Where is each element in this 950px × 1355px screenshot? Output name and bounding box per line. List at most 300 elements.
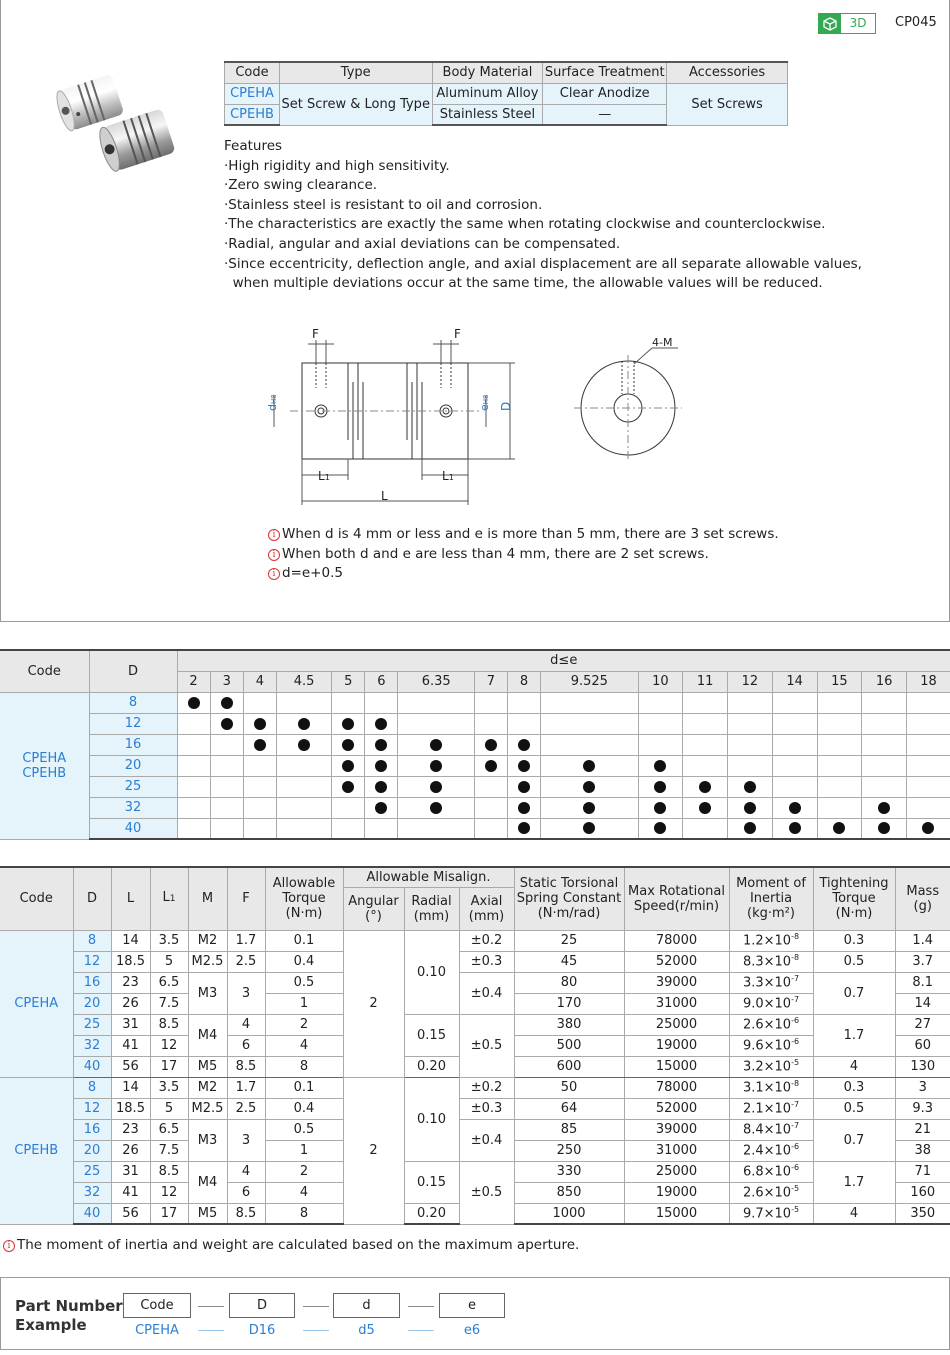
spec-axial: ±0.2 [459, 1077, 514, 1098]
compat-d-value[interactable]: 12 [89, 713, 177, 734]
compat-cell [772, 797, 817, 818]
compat-col-header: 6.35 [398, 671, 474, 692]
spec-speed: 52000 [624, 951, 729, 972]
note-item: i d=e+0.5 [268, 564, 779, 584]
available-dot-icon [375, 739, 387, 751]
compat-col-header: 5 [332, 671, 365, 692]
spec-speed: 39000 [624, 972, 729, 993]
compat-row [0, 755, 950, 776]
part-number-label: Part Number Example [15, 1297, 123, 1334]
spec-spring: 600 [514, 1056, 624, 1077]
compat-col-header: 4 [243, 671, 276, 692]
compat-cell [817, 797, 862, 818]
spec-torque: 8 [265, 1203, 343, 1224]
spec-speed: 19000 [624, 1182, 729, 1203]
compat-cell [365, 818, 398, 839]
compat-cell [210, 713, 243, 734]
available-dot-icon [878, 802, 890, 814]
pn-value-d: D16 [248, 1323, 276, 1338]
group-code[interactable]: CPEHB [0, 1077, 73, 1224]
spec-treatment-b: — [543, 104, 667, 125]
spec-d[interactable]: 32 [73, 1035, 111, 1056]
compat-cell [817, 692, 862, 713]
compat-cell [817, 818, 862, 839]
specifications-table [0, 866, 950, 1225]
spec-d[interactable]: 8 [73, 1077, 111, 1098]
compat-cell [177, 776, 210, 797]
spec-accessories: Set Screws [667, 83, 788, 125]
compat-cell [817, 755, 862, 776]
spec-mass: 130 [895, 1056, 950, 1077]
available-dot-icon [298, 718, 310, 730]
spec-torque: 1 [265, 1140, 343, 1161]
available-dot-icon [583, 760, 595, 772]
spec-l1: 5 [150, 1098, 188, 1119]
compat-cell [332, 776, 365, 797]
spec-mass: 1.4 [895, 930, 950, 951]
available-dot-icon [922, 822, 934, 834]
cube-icon [819, 14, 841, 33]
spec-material-a: Aluminum Alloy [432, 83, 543, 104]
compat-cell [772, 713, 817, 734]
spec-m: M2.5 [188, 951, 227, 972]
spec-d[interactable]: 8 [73, 930, 111, 951]
spec-d[interactable]: 16 [73, 972, 111, 993]
spec-code-a[interactable]: CPEHA [225, 83, 280, 104]
spec-header-material: Body Material [432, 62, 543, 83]
spec-d[interactable]: 20 [73, 1140, 111, 1161]
main-header-l: L [111, 867, 150, 930]
compat-row [0, 776, 950, 797]
compat-d-value[interactable]: 8 [89, 692, 177, 713]
technical-drawing [260, 320, 700, 515]
feature-item: ·High rigidity and high sensitivity. [224, 157, 450, 174]
compat-cell [332, 713, 365, 734]
spec-l1: 17 [150, 1056, 188, 1077]
spec-l: 26 [111, 1140, 150, 1161]
compat-d-value[interactable]: 32 [89, 797, 177, 818]
available-dot-icon [789, 822, 801, 834]
compat-cell [243, 797, 276, 818]
compat-col-header: 12 [728, 671, 773, 692]
spec-torque: 0.4 [265, 951, 343, 972]
spec-d[interactable]: 16 [73, 1119, 111, 1140]
spec-inertia: $2.6\times 10^{-6}$ [729, 1014, 813, 1035]
compat-cell [906, 692, 950, 713]
available-dot-icon [375, 802, 387, 814]
compat-cell [243, 818, 276, 839]
spec-inertia: $9.7\times 10^{-5}$ [729, 1203, 813, 1224]
available-dot-icon [430, 781, 442, 793]
spec-f: 6 [227, 1182, 265, 1203]
compat-col-header: 16 [862, 671, 907, 692]
available-dot-icon [375, 760, 387, 772]
spec-spring: 250 [514, 1140, 624, 1161]
pn-field-d-bore[interactable]: d [333, 1293, 400, 1318]
spec-f: 1.7 [227, 930, 265, 951]
main-header-f: F [227, 867, 265, 930]
note-item: i When d is 4 mm or less and e is more than 5 mm, there are 3 set screws. [268, 525, 779, 545]
available-dot-icon [221, 697, 233, 709]
compat-cell [541, 818, 638, 839]
spec-radial: 0.20 [404, 1056, 459, 1077]
spec-l: 18.5 [111, 1098, 150, 1119]
compat-cell [772, 734, 817, 755]
spec-torque: 8 [265, 1056, 343, 1077]
compat-cell [507, 734, 540, 755]
spec-header-accessories: Accessories [667, 62, 788, 83]
spec-mass: 71 [895, 1161, 950, 1182]
spec-header-type: Type [279, 62, 432, 83]
spec-speed: 78000 [624, 1077, 729, 1098]
spec-tightening: 0.3 [813, 930, 895, 951]
spec-l1: 6.5 [150, 972, 188, 993]
compat-cell [177, 755, 210, 776]
spec-l: 56 [111, 1056, 150, 1077]
compat-cell [906, 818, 950, 839]
product-photo [50, 70, 180, 175]
compat-cell [862, 818, 907, 839]
compat-cell [398, 797, 474, 818]
spec-l1: 3.5 [150, 930, 188, 951]
compat-cell [243, 734, 276, 755]
compat-header-d: D [89, 650, 177, 692]
spec-speed: 52000 [624, 1098, 729, 1119]
spec-axial: ±0.3 [459, 1098, 514, 1119]
feature-item: ·Radial, angular and axial deviations can be compensated. [224, 235, 621, 252]
compat-cell [276, 818, 331, 839]
spec-radial: 0.10 [404, 930, 459, 1014]
main-header-d: D [73, 867, 111, 930]
compat-cell [243, 692, 276, 713]
spec-tightening: 0.5 [813, 951, 895, 972]
spec-axial: ±0.5 [459, 1161, 514, 1224]
compat-cell [398, 713, 474, 734]
compat-d-value[interactable]: 40 [89, 818, 177, 839]
compat-cell [541, 776, 638, 797]
available-dot-icon [833, 822, 845, 834]
feature-item: ·The characteristics are exactly the same when rotating clockwise and counterclockwise. [224, 216, 826, 233]
available-dot-icon [654, 802, 666, 814]
available-dot-icon [583, 822, 595, 834]
compat-cell [398, 776, 474, 797]
spec-row [0, 972, 950, 993]
spec-tightening: 1.7 [813, 1014, 895, 1056]
spec-spring: 80 [514, 972, 624, 993]
spec-d[interactable]: 32 [73, 1182, 111, 1203]
compat-cell [683, 818, 728, 839]
spec-m: M2.5 [188, 1098, 227, 1119]
spec-torque: 4 [265, 1182, 343, 1203]
available-dot-icon [342, 718, 354, 730]
compat-header-de: d≤e [177, 650, 950, 671]
compat-cell [638, 755, 683, 776]
spec-f: 4 [227, 1161, 265, 1182]
spec-m: M2 [188, 930, 227, 951]
spec-d[interactable]: 20 [73, 993, 111, 1014]
compat-row [0, 797, 950, 818]
main-header-radial: Radial (mm) [404, 887, 459, 930]
spec-torque: 0.4 [265, 1098, 343, 1119]
compat-cell [365, 734, 398, 755]
compat-col-header: 14 [772, 671, 817, 692]
inertia-note: i The moment of inertia and weight are calculated based on the maximum aperture. [3, 1237, 579, 1253]
spec-mass: 21 [895, 1119, 950, 1140]
spec-d[interactable]: 40 [73, 1056, 111, 1077]
spec-mass: 160 [895, 1182, 950, 1203]
compat-cell [365, 713, 398, 734]
available-dot-icon [583, 802, 595, 814]
spec-l1: 5 [150, 951, 188, 972]
compat-cell [243, 713, 276, 734]
pn-field-code[interactable]: Code [123, 1293, 191, 1318]
spec-d[interactable]: 25 [73, 1014, 111, 1035]
available-dot-icon [221, 718, 233, 730]
spec-table [224, 61, 788, 126]
spec-l1: 6.5 [150, 1119, 188, 1140]
available-dot-icon [699, 781, 711, 793]
spec-l1: 8.5 [150, 1014, 188, 1035]
spec-l: 26 [111, 993, 150, 1014]
available-dot-icon [654, 760, 666, 772]
spec-radial: 0.10 [404, 1077, 459, 1161]
available-dot-icon [342, 739, 354, 751]
spec-mass: 3.7 [895, 951, 950, 972]
spec-torque: 1 [265, 993, 343, 1014]
spec-spring: 500 [514, 1035, 624, 1056]
compat-cell [398, 692, 474, 713]
dim-d-bore: dH8 [266, 394, 279, 411]
spec-d[interactable]: 25 [73, 1161, 111, 1182]
spec-radial: 0.20 [404, 1203, 459, 1224]
spec-speed: 31000 [624, 993, 729, 1014]
spec-spring: 170 [514, 993, 624, 1014]
spec-header-treatment: Surface Treatment [543, 62, 667, 83]
spec-row [0, 1077, 950, 1098]
compat-d-value[interactable]: 16 [89, 734, 177, 755]
pn-field-e[interactable]: e [439, 1293, 505, 1318]
spec-code-b[interactable]: CPEHB [225, 104, 280, 125]
compat-d-value[interactable]: 25 [89, 776, 177, 797]
available-dot-icon [583, 781, 595, 793]
note-item: i When both d and e are less than 4 mm, there are 2 set screws. [268, 545, 779, 565]
compat-cell [862, 713, 907, 734]
available-dot-icon [518, 760, 530, 772]
compat-cell [332, 734, 365, 755]
spec-l: 41 [111, 1182, 150, 1203]
main-header-torque: Allowable Torque (N·m) [265, 867, 343, 930]
spec-axial: ±0.2 [459, 930, 514, 951]
spec-inertia: $8.3\times 10^{-8}$ [729, 951, 813, 972]
compat-cell [210, 818, 243, 839]
spec-axial: ±0.4 [459, 972, 514, 1014]
spec-tightening: 0.7 [813, 972, 895, 1014]
spec-tightening: 4 [813, 1203, 895, 1224]
feature-item: when multiple deviations occur at the same time, the allowable values will be reduced. [224, 275, 823, 292]
available-dot-icon [744, 781, 756, 793]
spec-inertia: $2.4\times 10^{-6}$ [729, 1140, 813, 1161]
compat-cell [365, 755, 398, 776]
compat-row [0, 734, 950, 755]
spec-treatment-a: Clear Anodize [543, 83, 667, 104]
available-dot-icon [654, 781, 666, 793]
available-dot-icon [254, 718, 266, 730]
spec-inertia: $2.6\times 10^{-5}$ [729, 1182, 813, 1203]
spec-l: 23 [111, 972, 150, 993]
spec-inertia: $2.1\times 10^{-7}$ [729, 1098, 813, 1119]
bore-compatibility-table [0, 649, 950, 840]
spec-d[interactable]: 12 [73, 951, 111, 972]
3d-label: 3D [849, 16, 867, 30]
available-dot-icon [375, 781, 387, 793]
compat-col-header: 3 [210, 671, 243, 692]
3d-model-button[interactable] [818, 13, 876, 34]
spec-inertia: $9.0\times 10^{-7}$ [729, 993, 813, 1014]
spec-row [0, 1014, 950, 1035]
compat-cell [906, 734, 950, 755]
spec-inertia: $3.2\times 10^{-5}$ [729, 1056, 813, 1077]
compat-cell [210, 797, 243, 818]
compat-cell [906, 713, 950, 734]
spec-torque: 2 [265, 1161, 343, 1182]
main-header-spring: Static Torsional Spring Constant (N·m/rad) [514, 867, 624, 930]
spec-f: 3 [227, 1119, 265, 1161]
compat-code[interactable]: CPEHB [22, 765, 67, 781]
compat-cell [210, 734, 243, 755]
compat-cell [276, 776, 331, 797]
spec-l: 23 [111, 1119, 150, 1140]
spec-spring: 380 [514, 1014, 624, 1035]
spec-f: 1.7 [227, 1077, 265, 1098]
spec-torque: 0.1 [265, 930, 343, 951]
spec-l: 18.5 [111, 951, 150, 972]
compat-cell [638, 692, 683, 713]
spec-axial: ±0.5 [459, 1014, 514, 1077]
pn-field-d[interactable]: D [229, 1293, 295, 1318]
group-code[interactable]: CPEHA [0, 930, 73, 1077]
compat-col-header: 15 [817, 671, 862, 692]
compat-cell [683, 692, 728, 713]
feature-item: ·Zero swing clearance. [224, 177, 378, 194]
compat-cell [507, 692, 540, 713]
compat-cell [683, 713, 728, 734]
spec-mass: 3 [895, 1077, 950, 1098]
spec-torque: 0.5 [265, 1119, 343, 1140]
spec-tightening: 1.7 [813, 1161, 895, 1203]
compat-cell [862, 776, 907, 797]
spec-speed: 31000 [624, 1140, 729, 1161]
compat-cell [728, 818, 773, 839]
compat-cell [906, 776, 950, 797]
spec-torque: 0.1 [265, 1077, 343, 1098]
spec-axial: ±0.3 [459, 951, 514, 972]
compat-col-header: 11 [683, 671, 728, 692]
available-dot-icon [298, 739, 310, 751]
compat-col-header: 2 [177, 671, 210, 692]
compat-code[interactable]: CPEHA [22, 750, 67, 766]
compat-cell [638, 776, 683, 797]
available-dot-icon [518, 822, 530, 834]
spec-l: 31 [111, 1161, 150, 1182]
dim-d-outer: D [499, 401, 513, 411]
compat-cell [332, 818, 365, 839]
dim-l1-right: L1 [442, 469, 454, 483]
compat-cell [817, 713, 862, 734]
spec-angular: 2 [343, 930, 404, 1077]
spec-mass: 9.3 [895, 1098, 950, 1119]
spec-tightening: 4 [813, 1056, 895, 1077]
info-icon: i [268, 529, 280, 541]
compat-cell [507, 713, 540, 734]
spec-m: M5 [188, 1056, 227, 1077]
available-dot-icon [744, 822, 756, 834]
pn-separator [303, 1330, 329, 1331]
spec-l: 31 [111, 1014, 150, 1035]
spec-tightening: 0.5 [813, 1098, 895, 1119]
compat-cell [638, 818, 683, 839]
available-dot-icon [430, 802, 442, 814]
spec-material-b: Stainless Steel [432, 104, 543, 125]
spec-d[interactable]: 40 [73, 1203, 111, 1224]
compat-cell [398, 755, 474, 776]
available-dot-icon [342, 760, 354, 772]
compat-cell [474, 776, 507, 797]
compat-cell [332, 797, 365, 818]
available-dot-icon [254, 739, 266, 751]
features-list [224, 137, 862, 294]
spec-spring: 330 [514, 1161, 624, 1182]
compat-cell [683, 797, 728, 818]
spec-radial: 0.15 [404, 1161, 459, 1203]
spec-row [0, 930, 950, 951]
compat-cell [728, 734, 773, 755]
compat-d-value[interactable]: 20 [89, 755, 177, 776]
compat-header-code: Code [0, 650, 89, 692]
pn-separator [303, 1306, 329, 1307]
spec-torque: 2 [265, 1014, 343, 1035]
catalog-code: CP045 [895, 15, 937, 30]
compat-cell [862, 755, 907, 776]
main-header-misalign: Allowable Misalign. [343, 867, 514, 887]
compat-cell [507, 797, 540, 818]
spec-d[interactable]: 12 [73, 1098, 111, 1119]
spec-l1: 8.5 [150, 1161, 188, 1182]
spec-inertia: $3.3\times 10^{-7}$ [729, 972, 813, 993]
spec-f: 3 [227, 972, 265, 1014]
compat-cell [332, 755, 365, 776]
compat-cell [177, 713, 210, 734]
compat-cell [728, 755, 773, 776]
available-dot-icon [485, 739, 497, 751]
feature-item: ·Stainless steel is resistant to oil and corrosion. [224, 196, 543, 213]
compat-cell [474, 713, 507, 734]
main-header-speed: Max Rotational Speed(r/min) [624, 867, 729, 930]
spec-m: M2 [188, 1077, 227, 1098]
compat-cell [638, 734, 683, 755]
available-dot-icon [430, 760, 442, 772]
compat-cell [365, 797, 398, 818]
compat-col-header: 7 [474, 671, 507, 692]
main-header-inertia: Moment of Inertia (kg·m²) [729, 867, 813, 930]
available-dot-icon [485, 760, 497, 772]
spec-row [0, 951, 950, 972]
spec-spring: 1000 [514, 1203, 624, 1224]
compat-cell [276, 713, 331, 734]
compat-row [0, 713, 950, 734]
compat-cell [474, 755, 507, 776]
compat-cell [474, 734, 507, 755]
spec-speed: 78000 [624, 930, 729, 951]
